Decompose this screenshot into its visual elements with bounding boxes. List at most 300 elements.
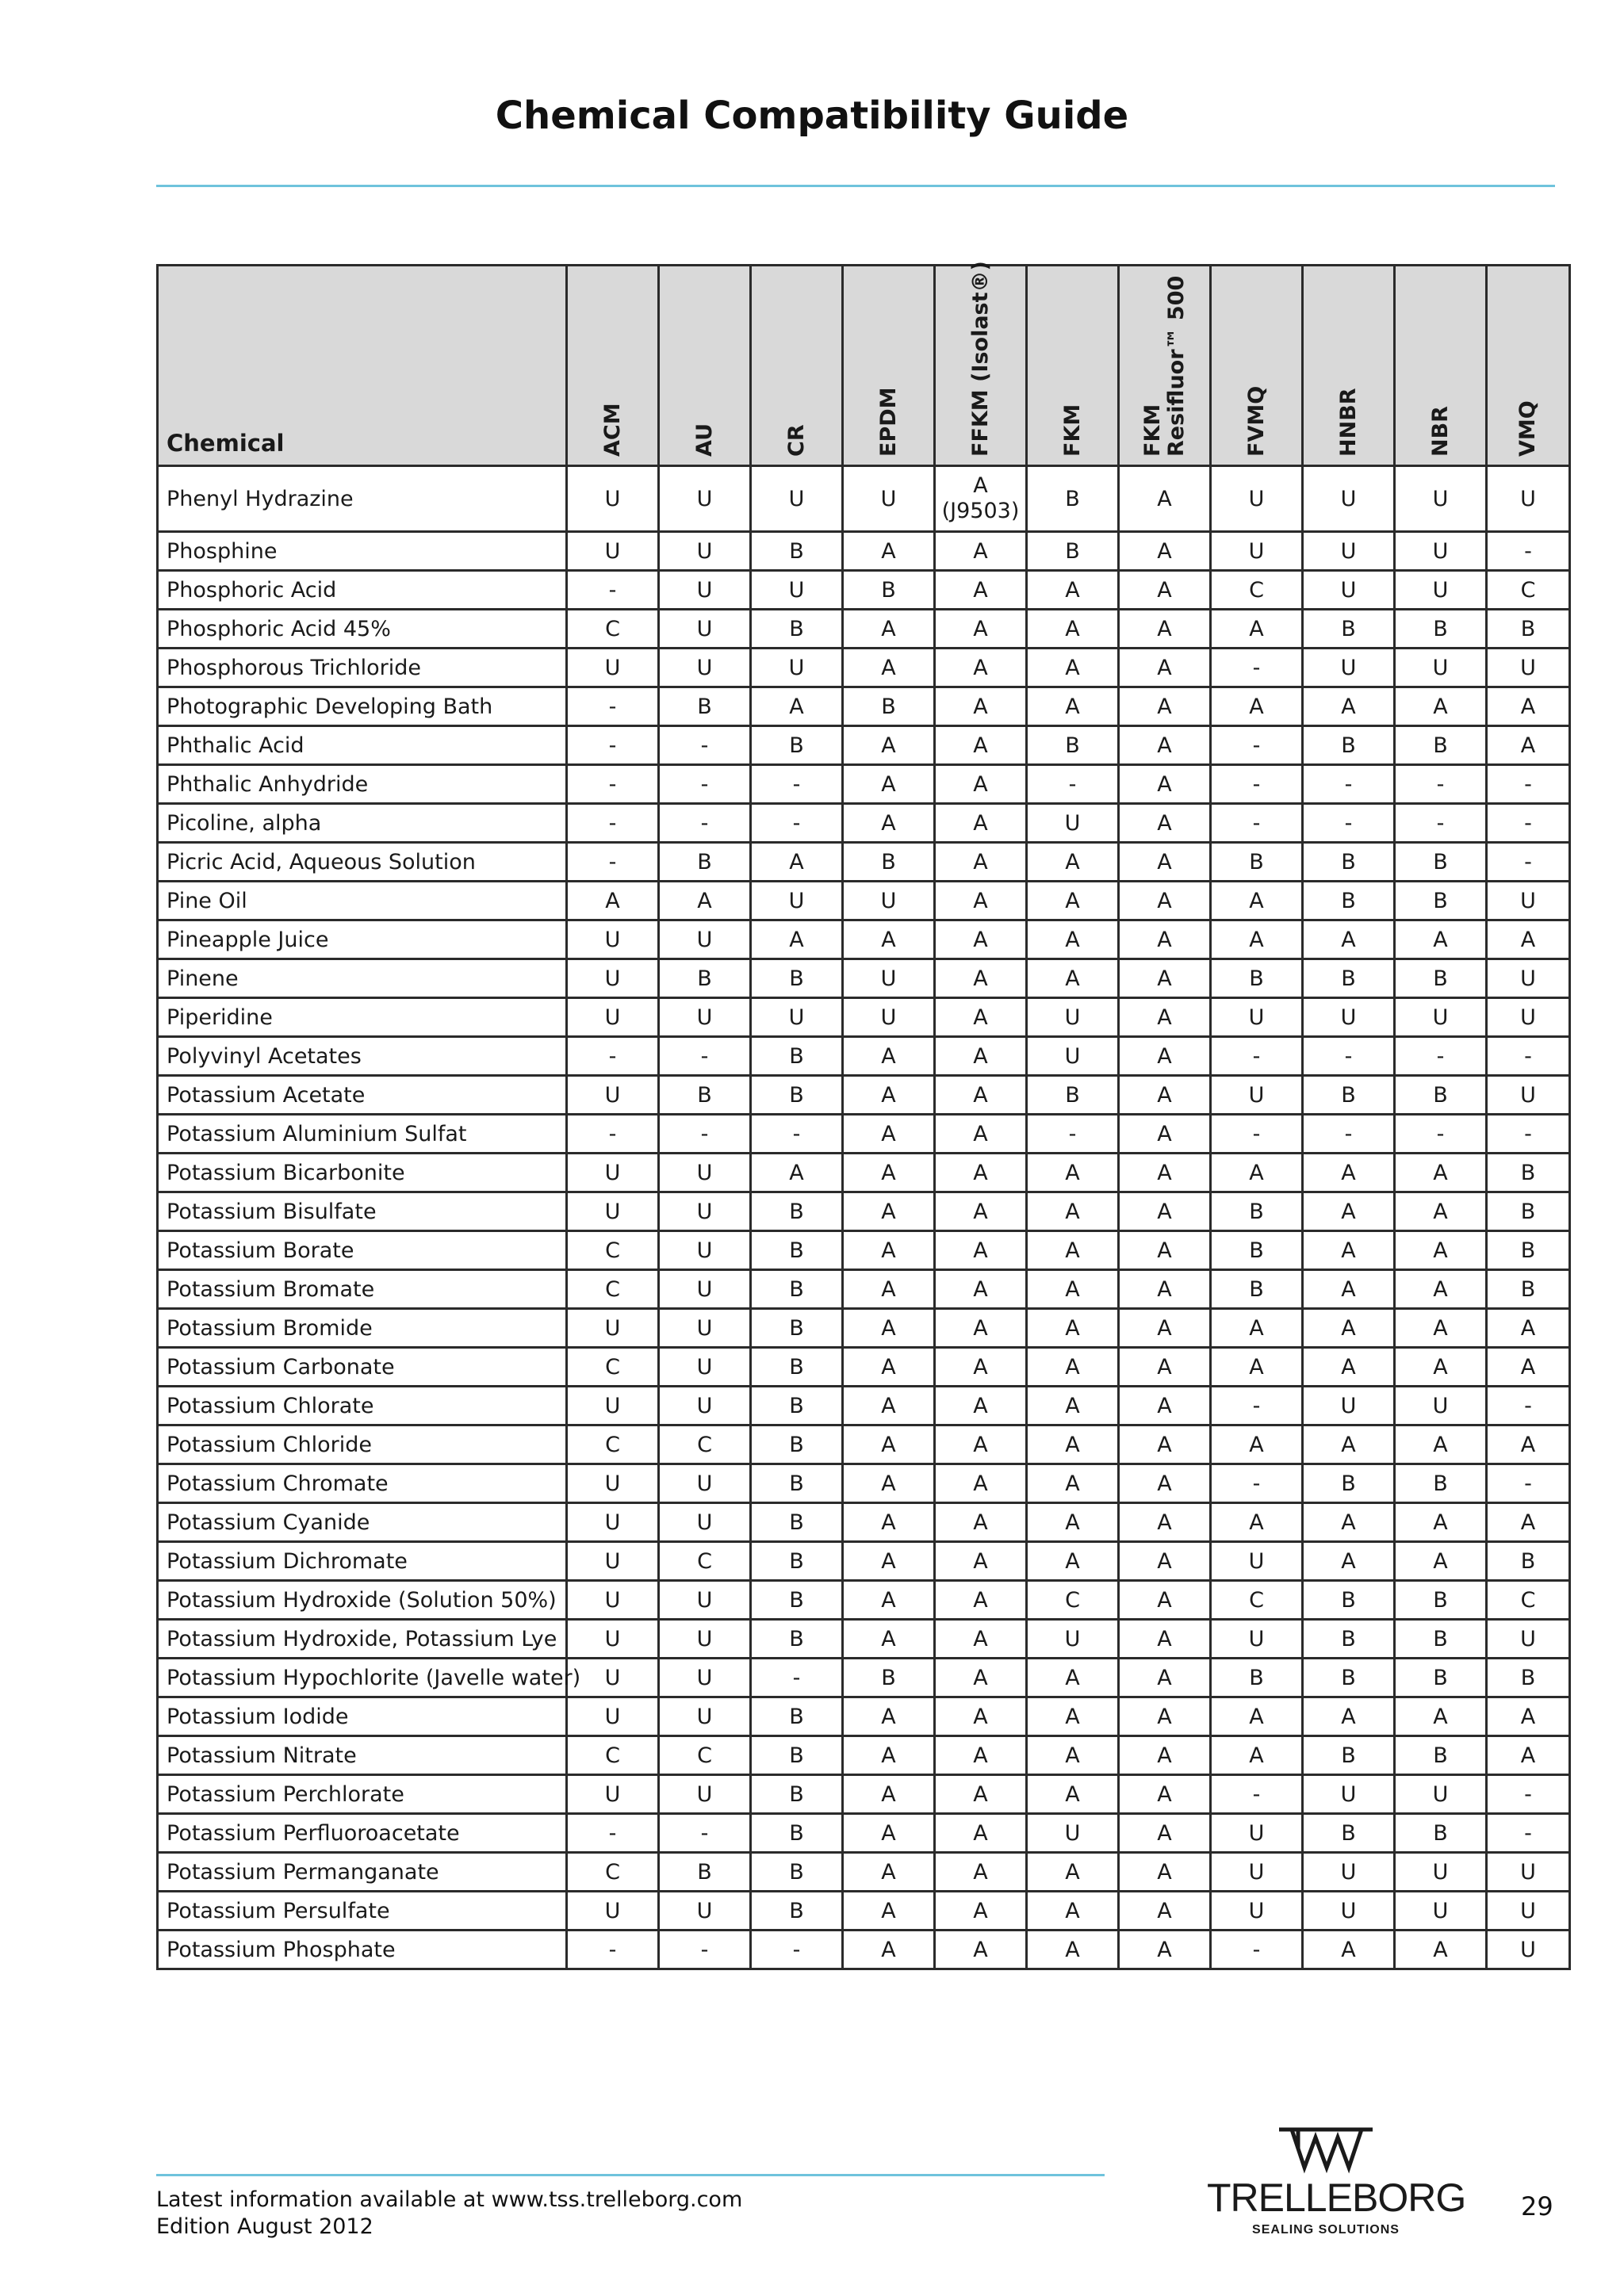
rating-cell: U: [1211, 466, 1303, 532]
rating-cell: U: [659, 998, 751, 1037]
column-header-label: [877, 387, 901, 457]
rating-cell: A: [1487, 726, 1570, 765]
rating-cell: A: [843, 1581, 935, 1620]
chemical-name-cell: Potassium Chromate: [158, 1464, 567, 1503]
rating-cell: B: [751, 959, 843, 998]
rating-cell: U: [567, 1659, 659, 1697]
rating-cell: A: [935, 843, 1027, 882]
rating-cell: C: [567, 1270, 659, 1309]
chemical-name-cell: Potassium Carbonate: [158, 1348, 567, 1387]
rating-cell: U: [1303, 571, 1395, 610]
column-header-line: FVMQ: [1243, 385, 1269, 457]
table-row: [158, 998, 1570, 1037]
table-row: [158, 1931, 1570, 1969]
rating-cell: A: [935, 1697, 1027, 1736]
rating-cell: -: [1211, 1115, 1303, 1154]
rating-cell: A: [1211, 1154, 1303, 1192]
table-row: [158, 843, 1570, 882]
page-title: Chemical Compatibility Guide: [495, 94, 1129, 138]
rating-cell: U: [567, 1775, 659, 1814]
rating-cell: A: [1027, 1659, 1119, 1697]
rating-cell: A: [1027, 1464, 1119, 1503]
table-row: [158, 571, 1570, 610]
chemical-name-cell: Potassium Borate: [158, 1231, 567, 1270]
table-row: [158, 1620, 1570, 1659]
rating-cell: -: [1487, 1387, 1570, 1425]
rating-cell: U: [567, 1464, 659, 1503]
column-header-material: [935, 261, 1027, 466]
column-header-label: [693, 423, 717, 457]
rating-cell: A: [1395, 920, 1487, 959]
rating-cell: U: [659, 1270, 751, 1309]
column-header-material: [567, 266, 659, 466]
rating-cell: A: [1211, 1736, 1303, 1775]
rating-cell: A: [1027, 1892, 1119, 1931]
rating-cell: A: [1119, 959, 1211, 998]
rating-cell: -: [567, 843, 659, 882]
rating-cell: U: [1303, 532, 1395, 571]
rating-cell: A: [843, 1425, 935, 1464]
chemical-name-cell: Potassium Dichromate: [158, 1542, 567, 1581]
rating-cell: A: [1027, 1192, 1119, 1231]
rating-cell: -: [1487, 1464, 1570, 1503]
rating-cell: A: [1119, 1231, 1211, 1270]
table-row: [158, 1736, 1570, 1775]
table-row: [158, 1037, 1570, 1076]
rating-cell: A: [1303, 1270, 1395, 1309]
table-row: [158, 1464, 1570, 1503]
rating-cell: -: [751, 804, 843, 843]
chemical-name-cell: Phthalic Anhydride: [158, 765, 567, 804]
rating-cell: A: [843, 1231, 935, 1270]
rating-cell: U: [659, 1503, 751, 1542]
table-row: [158, 1425, 1570, 1464]
rating-cell: B: [1395, 610, 1487, 649]
rating-cell: -: [659, 1931, 751, 1969]
rating-cell: B: [751, 1425, 843, 1464]
rating-cell: A: [1119, 726, 1211, 765]
rating-cell: A: [1119, 1542, 1211, 1581]
column-header-line: HNBR: [1335, 388, 1361, 457]
rating-cell: A: [935, 687, 1027, 726]
logo-wordmark: TRELLEBORG: [1207, 2175, 1466, 2220]
rating-cell: A: [1027, 571, 1119, 610]
rating-cell: -: [1027, 765, 1119, 804]
rating-cell: U: [567, 1154, 659, 1192]
rating-cell: -: [1395, 765, 1487, 804]
rating-cell: U: [567, 1697, 659, 1736]
rating-cell: A: [935, 1154, 1027, 1192]
rating-cell: U: [1395, 1853, 1487, 1892]
rating-cell: U: [1211, 1076, 1303, 1115]
rating-cell: A: [1487, 1425, 1570, 1464]
rating-cell: A: [1119, 1931, 1211, 1969]
rating-cell: A: [1119, 1503, 1211, 1542]
rating-cell: A: [1303, 1231, 1395, 1270]
rating-cell: U: [1487, 466, 1570, 532]
chemical-name-cell: Picric Acid, Aqueous Solution: [158, 843, 567, 882]
rating-cell: A: [843, 804, 935, 843]
rating-cell: A: [1487, 1309, 1570, 1348]
rating-cell: U: [1211, 1853, 1303, 1892]
rating-cell: U: [1395, 649, 1487, 687]
rating-cell: B: [843, 687, 935, 726]
rating-cell: B: [1211, 1231, 1303, 1270]
trelleborg-logo-icon: [1274, 2125, 1377, 2174]
rating-cell: A: [935, 1425, 1027, 1464]
rating-cell: A: [1211, 687, 1303, 726]
rating-cell: A: [935, 1659, 1027, 1697]
rating-cell: C: [659, 1736, 751, 1775]
rating-cell: U: [1487, 998, 1570, 1037]
rating-cell: A: [1027, 1348, 1119, 1387]
rating-cell: U: [659, 532, 751, 571]
rating-cell: U: [567, 959, 659, 998]
rating-cell: A: [843, 1736, 935, 1775]
rating-cell: B: [751, 1309, 843, 1348]
rating-cell: U: [567, 1387, 659, 1425]
rating-cell: A: [1119, 1464, 1211, 1503]
rating-cell: A: [1027, 1309, 1119, 1348]
rating-cell: U: [843, 882, 935, 920]
rating-cell: U: [659, 1154, 751, 1192]
rating-cell: U: [1027, 1620, 1119, 1659]
rating-cell: B: [1027, 726, 1119, 765]
rating-cell: B: [1303, 1659, 1395, 1697]
rating-cell: C: [1211, 1581, 1303, 1620]
rating-cell: -: [1487, 765, 1570, 804]
rating-cell: U: [1487, 1620, 1570, 1659]
rating-cell: B: [751, 1697, 843, 1736]
rating-cell: A: [1395, 1425, 1487, 1464]
rating-cell: U: [1395, 466, 1487, 532]
rating-cell: A: [1303, 1154, 1395, 1192]
rating-cell: B: [1395, 1581, 1487, 1620]
rating-cell: A: [935, 726, 1027, 765]
rating-cell: B: [1211, 1659, 1303, 1697]
rating-cell: U: [1395, 532, 1487, 571]
table-row: [158, 1503, 1570, 1542]
rating-cell: B: [1303, 1736, 1395, 1775]
rating-cell: A: [1119, 1348, 1211, 1387]
rating-cell: A: [1027, 843, 1119, 882]
rating-cell: A: [843, 1270, 935, 1309]
chemical-name-cell: Pinene: [158, 959, 567, 998]
rating-cell: A: [1211, 610, 1303, 649]
rating-cell: B: [1487, 610, 1570, 649]
rating-cell: U: [659, 649, 751, 687]
rating-cell: -: [1211, 765, 1303, 804]
rating-cell: A: [843, 1814, 935, 1853]
rating-cell: A: [1487, 1697, 1570, 1736]
rating-cell: C: [659, 1542, 751, 1581]
rating-cell: C: [567, 1348, 659, 1387]
rating-cell: U: [1027, 998, 1119, 1037]
rating-cell: U: [567, 1309, 659, 1348]
rating-cell: -: [751, 1931, 843, 1969]
rating-cell: U: [567, 1542, 659, 1581]
table-row: [158, 1348, 1570, 1387]
rating-cell: A: [843, 920, 935, 959]
rating-cell: A: [1119, 649, 1211, 687]
rating-cell: U: [659, 1620, 751, 1659]
rating-cell: A: [1303, 1503, 1395, 1542]
rating-cell: A: [1119, 571, 1211, 610]
table-row: [158, 1192, 1570, 1231]
rating-cell: A: [1027, 1931, 1119, 1969]
rating-cell: A: [935, 920, 1027, 959]
footer-info: [156, 2187, 742, 2241]
rating-cell: U: [1211, 998, 1303, 1037]
rating-cell: U: [1487, 1076, 1570, 1115]
rating-cell: C: [567, 1853, 659, 1892]
rating-cell: A: [1119, 1192, 1211, 1231]
rating-cell: U: [659, 1309, 751, 1348]
column-header-label: [1516, 400, 1540, 457]
rating-cell: B: [1027, 1076, 1119, 1115]
rating-cell: A: [1303, 1192, 1395, 1231]
rating-cell: A: [935, 1309, 1027, 1348]
rating-cell: U: [1211, 1814, 1303, 1853]
rating-cell: A: [1487, 920, 1570, 959]
rating-cell: U: [659, 1659, 751, 1697]
column-header-line: AU: [691, 423, 717, 457]
rating-cell: B: [1395, 1620, 1487, 1659]
rating-cell: B: [1027, 532, 1119, 571]
rating-cell: B: [751, 1503, 843, 1542]
rating-cell: A: [935, 1231, 1027, 1270]
rating-cell: -: [1303, 804, 1395, 843]
rating-cell: A: [935, 1192, 1027, 1231]
rating-cell: U: [1487, 882, 1570, 920]
logo-tagline: SEALING SOLUTIONS: [1252, 2223, 1400, 2237]
rating-cell: A: [843, 1076, 935, 1115]
rating-cell: A: [935, 998, 1027, 1037]
chemical-name-cell: Potassium Hydroxide (Solution 50%): [158, 1581, 567, 1620]
rating-cell: A: [1119, 1892, 1211, 1931]
column-header-line: FKM: [1139, 404, 1165, 457]
table-row: [158, 1154, 1570, 1192]
rating-cell: B: [751, 1231, 843, 1270]
rating-cell: A: [1119, 466, 1211, 532]
table-row: [158, 1076, 1570, 1115]
rating-cell: U: [751, 466, 843, 532]
chemical-name-cell: Potassium Chloride: [158, 1425, 567, 1464]
rating-cell: A (J9503): [935, 466, 1027, 532]
column-header-label: [1245, 386, 1269, 457]
rating-cell: A: [843, 610, 935, 649]
table-row: [158, 726, 1570, 765]
rating-cell: A: [1027, 1736, 1119, 1775]
rating-cell: A: [1119, 1620, 1211, 1659]
rating-cell: A: [935, 1892, 1027, 1931]
rating-cell: A: [1303, 1697, 1395, 1736]
rating-cell: B: [659, 687, 751, 726]
rating-cell: -: [659, 765, 751, 804]
rating-cell: U: [567, 1620, 659, 1659]
rating-cell: B: [751, 1814, 843, 1853]
column-header-material: [1211, 266, 1303, 466]
rating-cell: A: [843, 1192, 935, 1231]
table-row: [158, 1814, 1570, 1853]
chemical-name-cell: Phenyl Hydrazine: [158, 466, 567, 532]
column-header-line: NBR: [1427, 406, 1453, 457]
rating-cell: A: [1027, 1542, 1119, 1581]
table-row: [158, 1270, 1570, 1309]
rating-cell: U: [567, 532, 659, 571]
rating-cell: -: [1211, 1464, 1303, 1503]
rating-cell: A: [659, 882, 751, 920]
rating-cell: B: [751, 726, 843, 765]
rating-cell: -: [567, 1115, 659, 1154]
footer-edition-line: Edition August 2012: [156, 2214, 373, 2239]
rating-cell: U: [1303, 1387, 1395, 1425]
rating-cell: B: [659, 1076, 751, 1115]
rating-cell: U: [751, 882, 843, 920]
column-header-material: [1395, 266, 1487, 466]
rating-cell: B: [659, 843, 751, 882]
rating-cell: A: [1027, 1270, 1119, 1309]
rating-cell: -: [751, 765, 843, 804]
rating-cell: A: [935, 1115, 1027, 1154]
rating-cell: B: [751, 1581, 843, 1620]
rating-cell: A: [843, 1464, 935, 1503]
rating-cell: A: [1119, 1270, 1211, 1309]
rating-cell: -: [751, 1659, 843, 1697]
rating-cell: B: [1303, 1464, 1395, 1503]
rating-cell: B: [1395, 1659, 1487, 1697]
rating-cell: U: [751, 998, 843, 1037]
rating-cell: A: [1395, 1192, 1487, 1231]
rating-cell: U: [567, 920, 659, 959]
rating-cell: U: [1487, 1853, 1570, 1892]
rating-cell: A: [1211, 1503, 1303, 1542]
rating-cell: -: [1027, 1115, 1119, 1154]
rating-cell: A: [935, 1931, 1027, 1969]
rating-cell: U: [1211, 1542, 1303, 1581]
rating-cell: -: [659, 726, 751, 765]
rating-cell: A: [1027, 959, 1119, 998]
rating-cell: A: [1303, 920, 1395, 959]
rating-cell: U: [1395, 998, 1487, 1037]
rating-cell: U: [751, 571, 843, 610]
rating-cell: C: [567, 1736, 659, 1775]
rating-cell: -: [1303, 1115, 1395, 1154]
chemical-name-cell: Potassium Phosphate: [158, 1931, 567, 1969]
column-header-label: [1337, 388, 1361, 457]
rating-cell: B: [1303, 843, 1395, 882]
rating-cell: A: [935, 1620, 1027, 1659]
rating-cell: A: [935, 610, 1027, 649]
rating-cell: U: [659, 1192, 751, 1231]
rating-cell: C: [567, 610, 659, 649]
rating-cell: A: [1395, 1503, 1487, 1542]
chemical-name-cell: Potassium Bromide: [158, 1309, 567, 1348]
rating-cell: A: [1119, 532, 1211, 571]
table-row: [158, 1115, 1570, 1154]
rating-cell: U: [659, 920, 751, 959]
rating-cell: -: [1211, 804, 1303, 843]
rating-cell: B: [751, 1736, 843, 1775]
rating-cell: A: [1395, 1542, 1487, 1581]
rating-cell: B: [1395, 726, 1487, 765]
column-header-material: [659, 266, 751, 466]
rating-cell: A: [1027, 1387, 1119, 1425]
rating-cell: -: [567, 571, 659, 610]
chemical-name-cell: Potassium Cyanide: [158, 1503, 567, 1542]
table-row: [158, 1581, 1570, 1620]
rating-cell: A: [1119, 765, 1211, 804]
rating-cell: -: [1487, 804, 1570, 843]
rating-cell: U: [1395, 1892, 1487, 1931]
table-header-row: [158, 266, 1570, 466]
rating-cell: -: [1487, 1775, 1570, 1814]
column-header-material: [1027, 266, 1119, 466]
rating-cell: A: [1395, 1348, 1487, 1387]
rating-cell: B: [1487, 1192, 1570, 1231]
rating-cell: A: [1303, 1542, 1395, 1581]
column-header-material: [751, 266, 843, 466]
rating-cell: U: [659, 1387, 751, 1425]
rating-cell: A: [1395, 1931, 1487, 1969]
chemical-name-cell: Potassium Acetate: [158, 1076, 567, 1115]
column-header-label: [969, 261, 993, 457]
rating-cell: A: [843, 1154, 935, 1192]
rating-cell: B: [1303, 726, 1395, 765]
rating-cell: A: [935, 1464, 1027, 1503]
rating-cell: A: [1395, 1231, 1487, 1270]
rating-cell: U: [1303, 1775, 1395, 1814]
rating-cell: U: [567, 1892, 659, 1931]
rating-cell: U: [567, 1076, 659, 1115]
table-row: [158, 1309, 1570, 1348]
rating-cell: A: [843, 532, 935, 571]
column-header-material: [1119, 266, 1211, 466]
rating-cell: -: [567, 687, 659, 726]
rating-cell: B: [751, 1192, 843, 1231]
chemical-name-cell: Potassium Bromate: [158, 1270, 567, 1309]
rating-cell: B: [751, 1348, 843, 1387]
rating-cell: A: [843, 765, 935, 804]
rating-cell: U: [843, 998, 935, 1037]
rating-cell: U: [1303, 466, 1395, 532]
rating-cell: B: [843, 1659, 935, 1697]
rating-cell: B: [1303, 610, 1395, 649]
chemical-name-cell: Phosphoric Acid 45%: [158, 610, 567, 649]
chemical-name-cell: Potassium Bisulfate: [158, 1192, 567, 1231]
table-row: [158, 610, 1570, 649]
rating-cell: A: [843, 1387, 935, 1425]
rating-cell: A: [1303, 1931, 1395, 1969]
chemical-name-cell: Photographic Developing Bath: [158, 687, 567, 726]
rating-cell: A: [1303, 1309, 1395, 1348]
rating-cell: A: [843, 1697, 935, 1736]
rating-cell: -: [1303, 1037, 1395, 1076]
rating-cell: A: [1119, 920, 1211, 959]
rating-cell: A: [935, 1037, 1027, 1076]
rating-cell: B: [751, 1542, 843, 1581]
rating-cell: A: [935, 1076, 1027, 1115]
rating-cell: A: [1211, 882, 1303, 920]
rating-cell: -: [567, 1814, 659, 1853]
rating-cell: A: [567, 882, 659, 920]
rating-cell: B: [1395, 843, 1487, 882]
rating-cell: U: [1211, 532, 1303, 571]
rating-cell: A: [935, 1348, 1027, 1387]
rating-cell: C: [1487, 1581, 1570, 1620]
rating-cell: U: [567, 1192, 659, 1231]
table-row: [158, 959, 1570, 998]
